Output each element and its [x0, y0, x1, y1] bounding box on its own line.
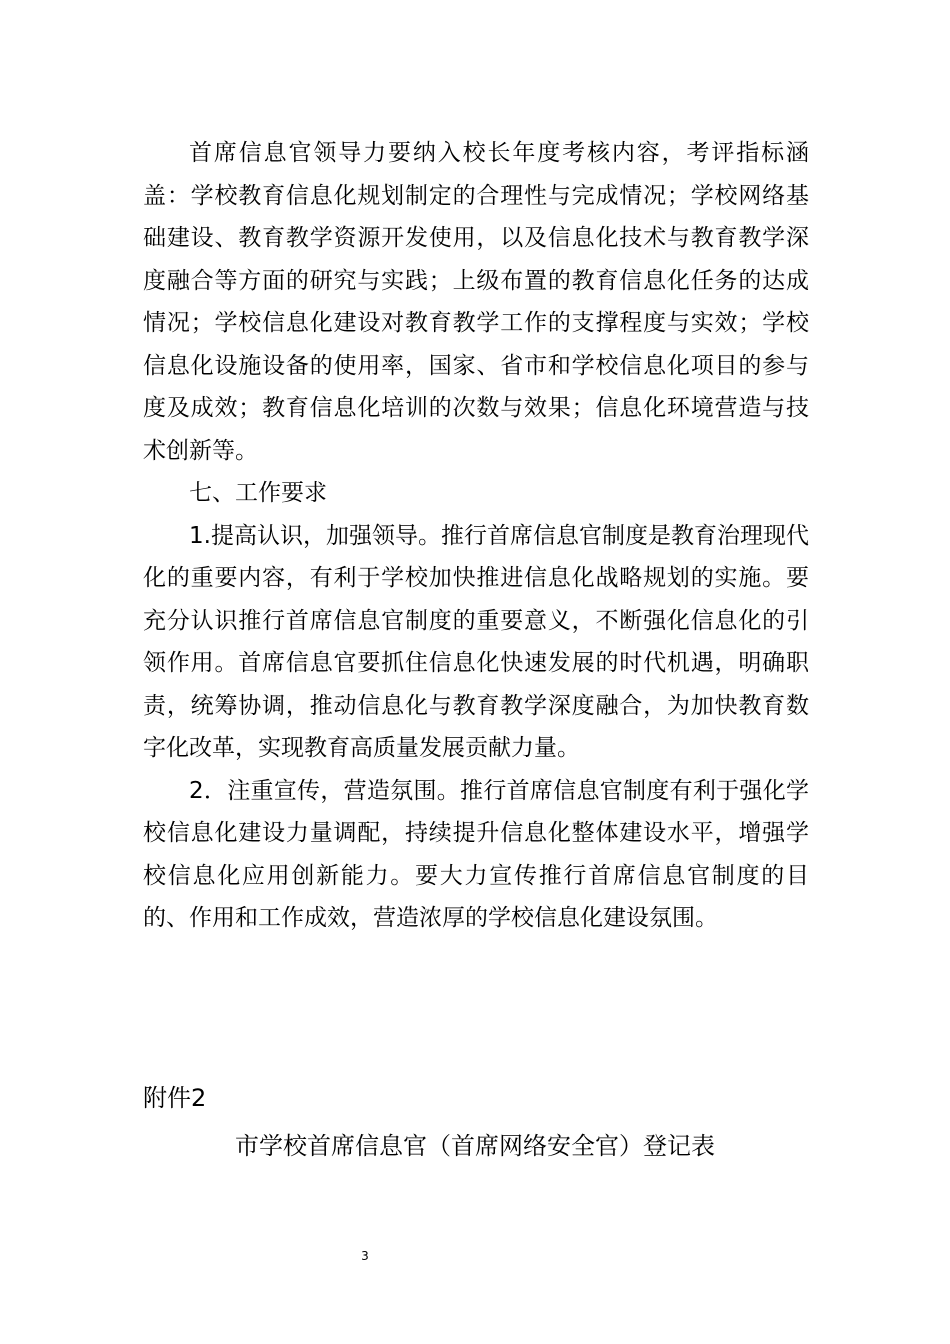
body-text — [143, 132, 809, 940]
paragraph-requirement-1: 1.提高认识，加强领导。推行首席信息官制度是教育治理现代化的重要内容，有利于学校加快推进信息化战略规划的实施。要充分认识推行首席信息官制度的重要意义，不断强化信息化的引领作用。首席信息官要抓住信息化快速发展的时代机遇，明确职责，统筹协调，推动信息化与教育教学深度融合，为加快教育数字化改革，实现教育高质量发展贡献力量。 — [143, 522, 809, 761]
form-title: 市学校首席信息官（首席网络安全官）登记表 — [235, 1132, 715, 1160]
page-number: 3 — [361, 1249, 369, 1263]
section-heading-work-requirements: 七、工作要求 — [189, 480, 327, 506]
paragraph-assessment: 首席信息官领导力要纳入校长年度考核内容，考评指标涵盖：学校教育信息化规划制定的合理性与完成情况；学校网络基础建设、教育教学资源开发使用，以及信息化技术与教育教学深度融合等方面的研究与实践；上级布置的教育信息化任务的达成情况；学校信息化建设对教育教学工作的支撑程度与实效；学校信息化设施设备的使用率，国家、省市和学校信息化项目的参与度及成效；教育信息化培训的次数与效果；信息化环境营造与技术创新等。 — [143, 140, 809, 464]
attachment-label: 附件2 — [143, 1084, 207, 1112]
paragraph-requirement-2: 2．注重宣传，营造氛围。推行首席信息官制度有利于强化学校信息化建设力量调配，持续提升信息化整体建设水平，增强学校信息化应用创新能力。要大力宣传推行首席信息官制度的目的、作用和工作成效，营造浓厚的学校信息化建设氛围。 — [143, 777, 809, 931]
